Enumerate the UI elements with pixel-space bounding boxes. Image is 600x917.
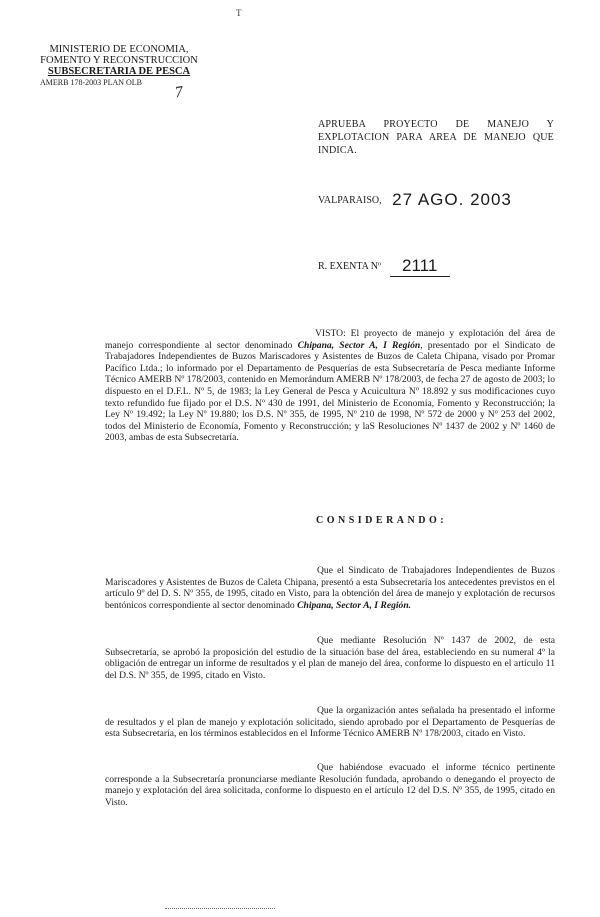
considerando-2: Que mediante Resolución Nº 1437 de 2002, de esta Subsecretaría, se aprobó la proposición del estudio de la situación base del área, estableciendo en su numeral 4º la obligación de entregar un informe de resultados y el plan de manejo del área, conforme lo dispuesto en el artículo 11 del D.S. Nº 355, de 1995, citado en Visto. (105, 635, 555, 681)
considerando-1 (105, 565, 555, 611)
considerando-3: Que la organización antes señalada ha presentado el informe de resultados y el plan de manejo y explotación solicitado, siendo aprobado por el Departamento de Pesquerías de esta Subsecretaría, en los términos establecidos en el Informe Técnico AMERB Nº 178/2003, citado en Visto. (105, 705, 555, 740)
c1-sector: Chipana, Sector A, I Región. (297, 599, 412, 611)
footer-dotted-line (165, 908, 275, 909)
visto-sector: Chipana, Sector A, I Región (297, 339, 421, 351)
place-date (318, 190, 512, 210)
resolution-label: R. EXENTA Nº (318, 261, 382, 272)
visto-text: VISTO: El proyecto de manejo y explotación del área de manejo correspondiente al sector denominado (105, 328, 555, 351)
corner-mark: T (236, 8, 242, 18)
letterhead (28, 44, 210, 88)
resolution-subject: APRUEBA PROYECTO DE MANEJO Y EXPLOTACION PARA AREA DE MANEJO QUE INDICA. (318, 119, 554, 156)
visto-text-cont: , presentado por el Sindicato de Trabajadores Independientes de Buzos Mariscadores y Asistentes de Buzos de Caleta Chipana, visado por Promar Pacífico Ltda.; lo informado por el Departamento de Pesquerías de esta Subsecretaría de Pesca mediante Informe Técnico AMERB Nº 178/2003, contenido en Memorándum AMERB Nº 178/2003, de fecha 27 de agosto de 2003; lo dispuesto en el D.F.L. Nº 5, de 1983; la Ley General de Pesca y Acuicultura Nº 18.892 y sus modificaciones cuyo texto refundido fue fijado por el D.S. Nº 430 de 1991, del Ministerio de Economía, Fomento y Reconstrucción; la Ley Nº 19.492; la Ley Nº 19.880; los D.S. Nº 355, de 1995, Nº 210 de 1998, Nº 572 de 2000 y Nº 253 del 2002, todos del Ministerio de Economía, Fomento y Reconstrucción; y laS Resoluciones Nº 1437 de 2002 y Nº 1460 de 2003, ambas de esta Subsecretaría. (105, 339, 556, 444)
stamped-date: 27 AGO. 2003 (392, 190, 512, 209)
ministry-name-cont: FOMENTO Y RECONSTRUCCION (40, 55, 198, 66)
place-label: VALPARAISO, (318, 195, 382, 206)
considerando-4: Que habiéndose evacuado el informe técnico pertinente corresponde a la Subsecretaría pronunciarse mediante Resolución fundada, aprobando o denegando el proyecto de manejo y explotación del área solicitada, conforme lo dispuesto en el artículo 12 del D.S. Nº 355, de 1995, citado en Visto. (105, 762, 555, 808)
visto-paragraph (105, 328, 555, 444)
resolution-number: 2111 (390, 256, 450, 277)
reference-code: AMERB 178-2003 PLAN OLB (40, 78, 143, 87)
subsecretaria-name: SUBSECRETARIA DE PESCA (47, 66, 191, 77)
c1-text: Que el Sindicato de Trabajadores Independientes de Buzos Mariscadores y Asistentes de Buzos de Caleta Chipana, presentó a esta Subsecretaría los antecedentes previstos en el artículo 9º del D. S. Nº 355, de 1995, citado en Visto, para la obtención del área de manejo y explotación de recursos bentónicos correspondiente al sector denominado (105, 565, 555, 611)
ministry-name: MINISTERIO DE ECONOMIA, (49, 44, 189, 55)
handwritten-initials: 7 (173, 83, 185, 102)
resolution-number-row (318, 256, 450, 277)
considerando-heading: CONSIDERANDO: (316, 515, 448, 526)
